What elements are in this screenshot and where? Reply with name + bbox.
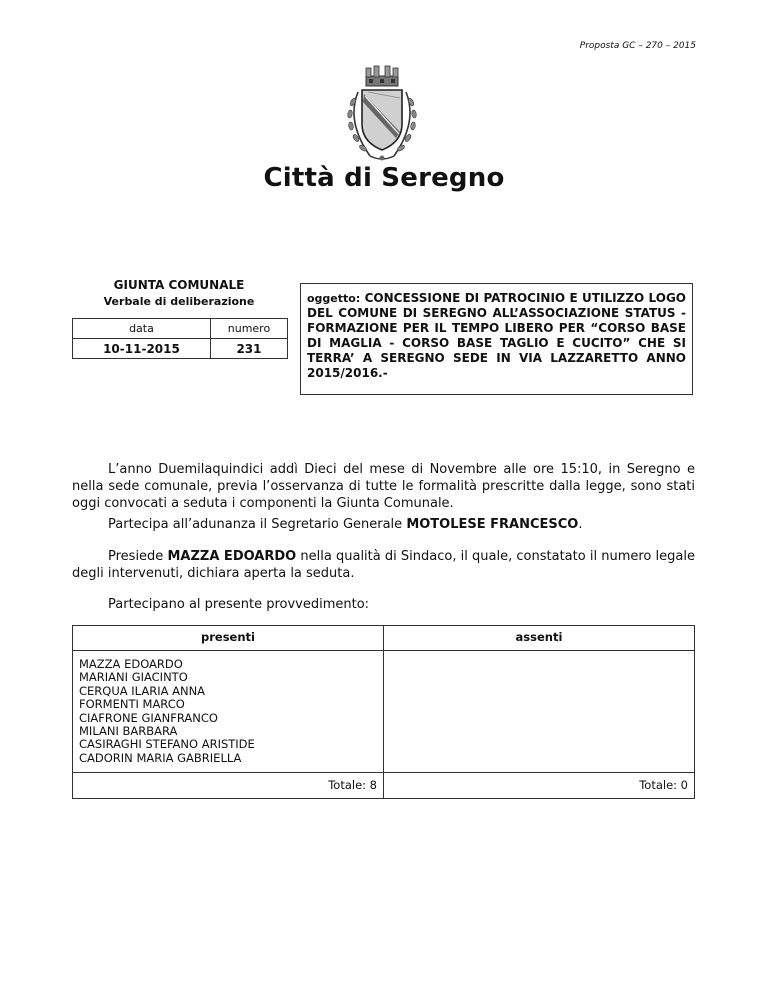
date-label: data <box>73 319 211 339</box>
secretary-name: MOTOLESE FRANCESCO <box>406 517 579 532</box>
secretary-paragraph <box>72 516 695 533</box>
city-title: Città di Seregno <box>263 163 505 193</box>
number-label: numero <box>210 319 287 339</box>
proposal-reference: Proposta GC – 270 – 2015 <box>579 41 696 51</box>
list-item: MARIANI GIACINTO <box>79 670 188 685</box>
president-paragraph <box>72 548 695 582</box>
absent-header: assenti <box>384 626 695 651</box>
record-table <box>72 318 288 359</box>
intro-text: L’anno Duemilaquindici addì Dieci del mese di Novembre alle ore 15:10, in Seregno e nella sede comunale, previa l’osservanza di tutte le formalità prescritte dalla legge, sono stati oggi convocati a seduta i componenti la Giunta Comunale. <box>72 462 695 511</box>
absent-list <box>384 651 695 773</box>
list-item: MAZZA EDOARDO <box>79 657 183 671</box>
record-date: 10-11-2015 <box>73 339 211 359</box>
subject-text: CONCESSIONE DI PATROCINIO E UTILIZZO LOGO DEL COMUNE DI SEREGNO ALL’ASSOCIAZIONE STATUS - FORMAZIONE PER IL TEMPO LIBERO PER “CORSO BASE DI MAGLIA - CORSO BASE TAGLIO E CUCITO” CHE SI TERRA’ A SEREGNO SEDE IN VIA LAZZARETTO ANNO 2015/2016.- <box>307 291 686 380</box>
secretary-suffix: . <box>578 517 583 532</box>
list-item: MILANI BARBARA <box>79 724 178 739</box>
subject-label: oggetto: <box>307 292 361 305</box>
secretary-prefix: Partecipa all’adunanza il Segretario Generale <box>108 517 407 532</box>
president-name: MAZZA EDOARDO <box>167 549 297 564</box>
president-suffix: nella qualità di Sindaco, il quale, constatato il numero legale degli intervenuti, dichiara aperta la seduta. <box>72 549 695 581</box>
list-item: CIAFRONE GIANFRANCO <box>79 710 218 725</box>
absent-total: Totale: 0 <box>384 773 695 799</box>
participants-intro <box>72 596 695 613</box>
council-header <box>72 278 286 308</box>
attendance-table <box>72 625 695 799</box>
present-list <box>73 651 384 773</box>
list-item: FORMENTI MARCO <box>79 697 185 712</box>
list-item: CASIRAGHI STEFANO ARISTIDE <box>79 737 255 752</box>
intro-paragraph <box>72 461 695 512</box>
present-total: Totale: 8 <box>73 773 384 799</box>
city-coat-of-arms <box>336 62 428 168</box>
subject-box <box>300 283 693 395</box>
present-header: presenti <box>73 626 384 651</box>
president-prefix: Presiede <box>108 549 168 564</box>
list-item: CADORIN MARIA GABRIELLA <box>79 750 242 765</box>
council-subtitle: Verbale di deliberazione <box>103 295 255 308</box>
council-title: GIUNTA COMUNALE <box>113 278 245 292</box>
record-number: 231 <box>210 339 287 359</box>
list-item: CERQUA ILARIA ANNA <box>79 683 206 698</box>
participants-intro-text: Partecipano al presente provvedimento: <box>108 597 370 612</box>
